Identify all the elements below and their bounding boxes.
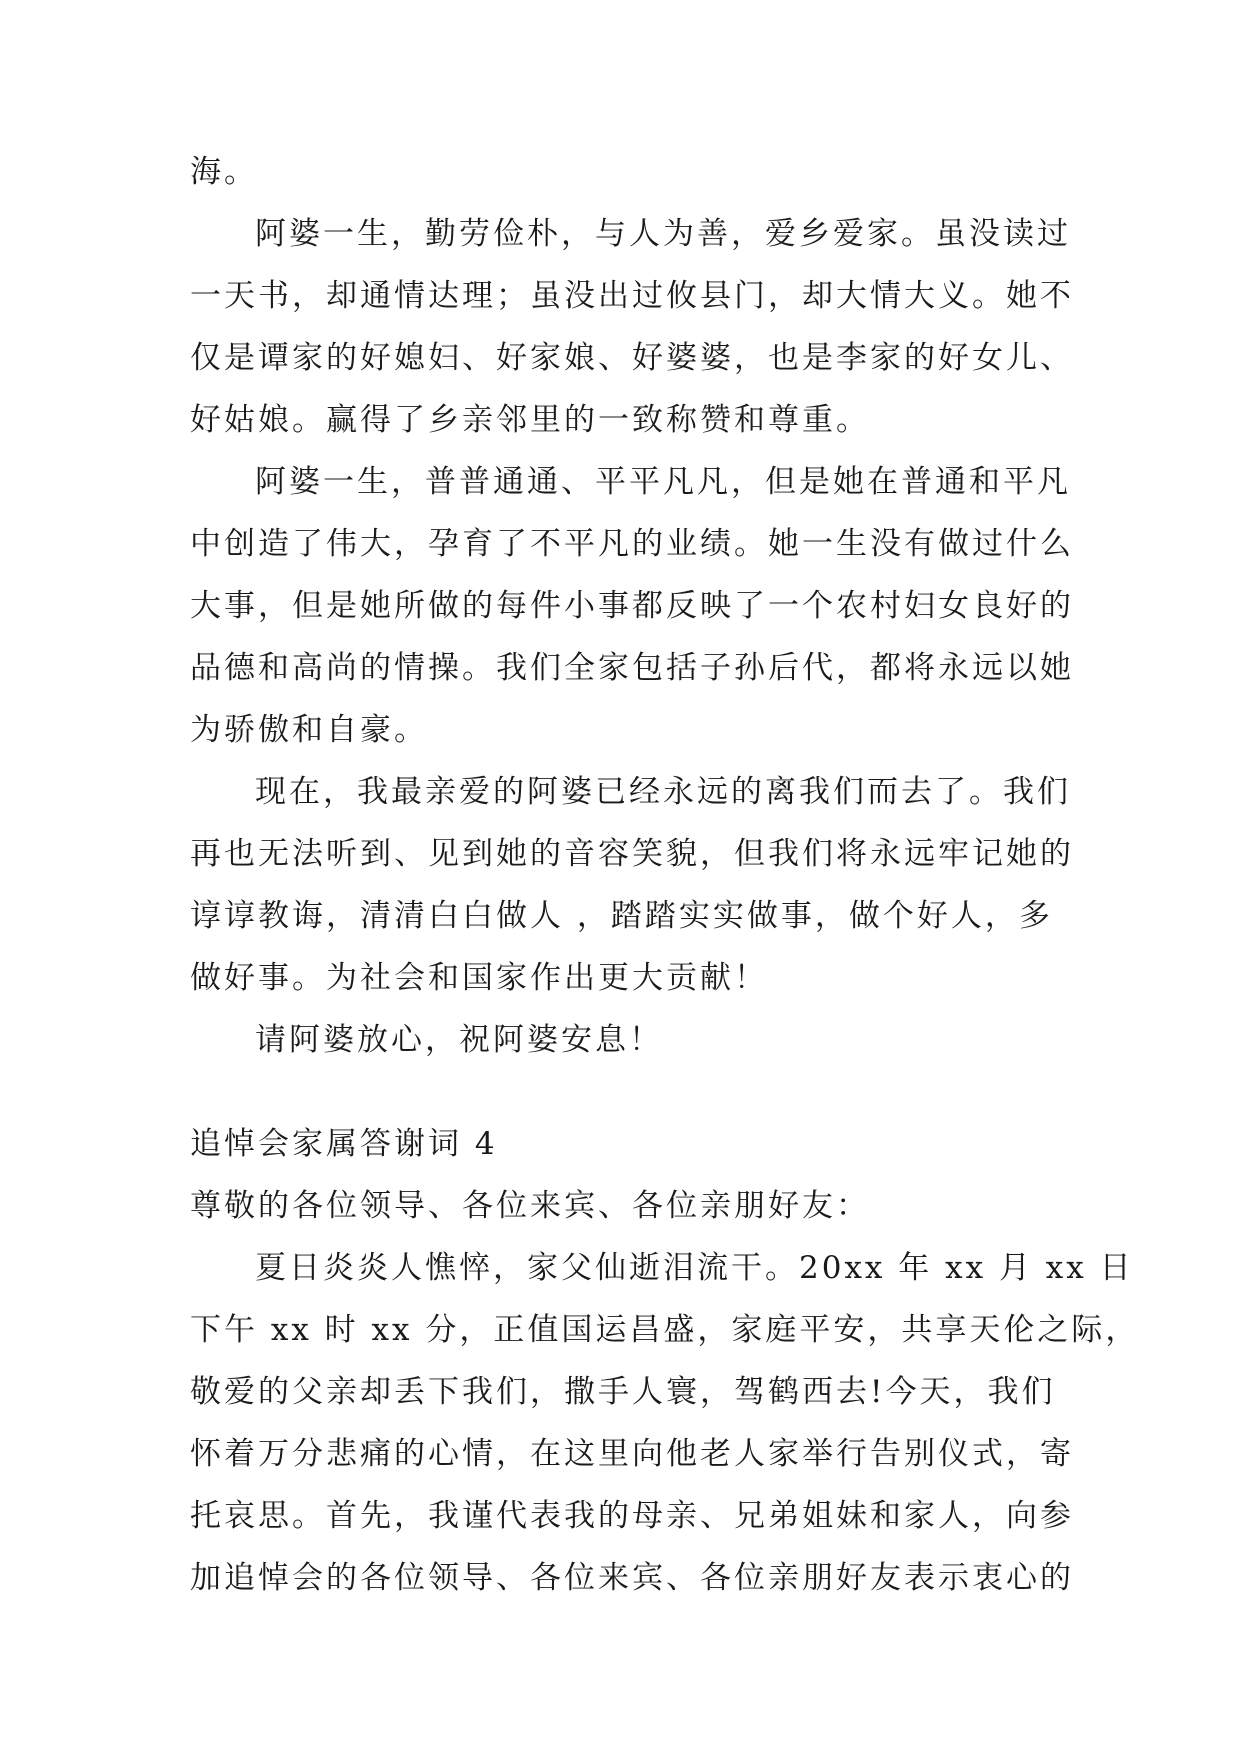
paragraph-line: 海。	[190, 154, 258, 190]
paragraph-line: 做好事。为社会和国家作出更大贡献！	[190, 960, 768, 996]
paragraph-line: 夏日炎炎人憔悴，家父仙逝泪流干。20xx 年 xx 月 xx 日	[255, 1250, 1134, 1286]
paragraph-line: 仅是谭家的好媳妇、好家娘、好婆婆，也是李家的好女儿、	[190, 340, 1074, 376]
salutation: 尊敬的各位领导、各位来宾、各位亲朋好友：	[190, 1188, 870, 1224]
paragraph-line: 怀着万分悲痛的心情，在这里向他老人家举行告别仪式，寄	[190, 1436, 1074, 1472]
paragraph-line: 下午 xx 时 xx 分，正值国运昌盛，家庭平安，共享天伦之际，	[190, 1312, 1140, 1348]
paragraph-line: 品德和高尚的情操。我们全家包括子孙后代，都将永远以她	[190, 650, 1074, 686]
paragraph-line: 大事，但是她所做的每件小事都反映了一个农村妇女良好的	[190, 588, 1074, 624]
paragraph-line: 好姑娘。赢得了乡亲邻里的一致称赞和尊重。	[190, 402, 870, 438]
section-title: 追悼会家属答谢词 4	[190, 1126, 498, 1162]
paragraph-line: 阿婆一生，勤劳俭朴，与人为善，爱乡爱家。虽没读过	[255, 216, 1071, 252]
paragraph-line: 加追悼会的各位领导、各位来宾、各位亲朋好友表示衷心的	[190, 1560, 1074, 1596]
paragraph-line: 敬爱的父亲却丢下我们，撒手人寰，驾鹤西去!今天，我们	[190, 1374, 1056, 1410]
paragraph-line: 中创造了伟大，孕育了不平凡的业绩。她一生没有做过什么	[190, 526, 1074, 562]
paragraph-line: 请阿婆放心，祝阿婆安息！	[255, 1022, 663, 1058]
paragraph-line: 再也无法听到、见到她的音容笑貌，但我们将永远牢记她的	[190, 836, 1074, 872]
paragraph-line: 为骄傲和自豪。	[190, 712, 428, 748]
paragraph-line: 一天书，却通情达理；虽没出过攸县门，却大情大义。她不	[190, 278, 1074, 314]
paragraph-line: 阿婆一生，普普通通、平平凡凡，但是她在普通和平凡	[255, 464, 1071, 500]
paragraph-line: 现在，我最亲爱的阿婆已经永远的离我们而去了。我们	[255, 774, 1071, 810]
paragraph-line: 谆谆教诲，清清白白做人 ，踏踏实实做事，做个好人，多	[190, 898, 1053, 934]
paragraph-line: 托哀思。首先，我谨代表我的母亲、兄弟姐妹和家人，向参	[190, 1498, 1074, 1534]
